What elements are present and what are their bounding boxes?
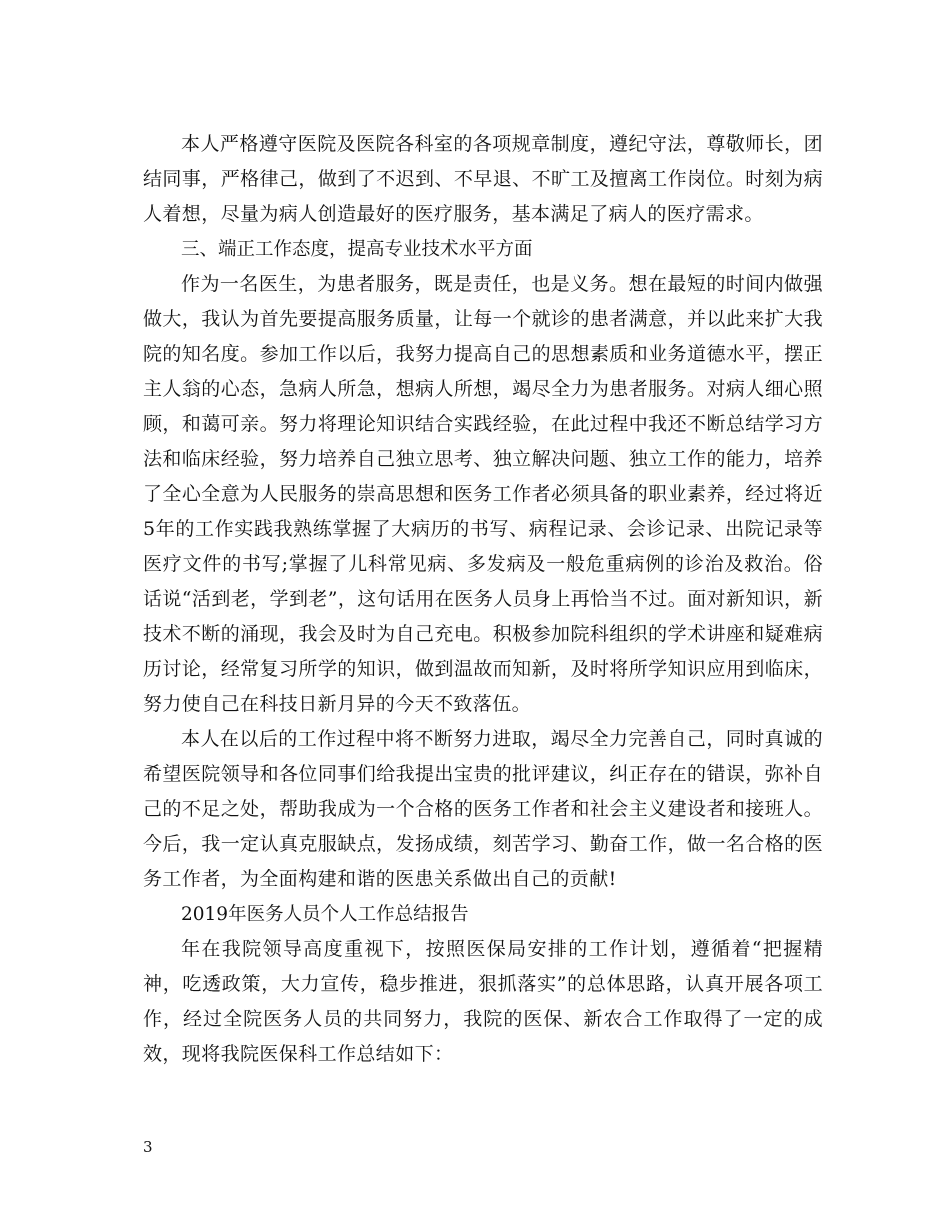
paragraph-medical-insurance-intro: 年在我院领导高度重视下，按照医保局安排的工作计划，遵循着“把握精神，吃透政策，大力宣传，稳步推进，狠抓落实”的总体思路，认真开展各项工作，经过全院医务人员的共同努力，我院的医保、新农合工作取得了一定的成效，现将我院医保科工作总结如下： [143,938,823,1065]
paragraph-discipline: 本人严格遵守医院及医院各科室的各项规章制度，遵纪守法，尊敬师长，团结同事，严格律己，做到了不迟到、不早退、不旷工及擅离工作岗位。时刻为病人着想，尽量为病人创造最好的医疗服务，基本满足了病人的医疗需求。 [143,133,823,225]
section-heading: 三、端正工作态度，提高专业技术水平方面 [181,239,533,260]
paragraph-future-plans: 本人在以后的工作过程中将不断努力进取，竭尽全力完善自己，同时真诚的希望医院领导和各位同事们给我提出宝贵的批评建议，纠正存在的错误，弥补自己的不足之处，帮助我成为一个合格的医务工作者和社会主义建设者和接班人。今后，我一定认真克服缺点，发扬成绩，刻苦学习、勤奋工作，做一名合格的医务工作者，为全面构建和谐的医患关系做出自己的贡献! [143,728,823,890]
document-body [143,127,823,1072]
paragraph-professional-skills: 作为一名医生，为患者服务，既是责任，也是义务。想在最短的时间内做强做大，我认为首先要提高服务质量，让每一个就诊的患者满意，并以此来扩大我院的知名度。参加工作以后，我努力提高自己的思想素质和业务道德水平，摆正主人翁的心态，急病人所急，想病人所想，竭尽全力为患者服务。对病人细心照顾，和蔼可亲。努力将理论知识结合实践经验，在此过程中我还不断总结学习方法和临床经验，努力培养自己独立思考、独立解决问题、独立工作的能力，培养了全心全意为人民服务的崇高思想和医务工作者必须具备的职业素养，经过将近5年的工作实践我熟练掌握了大病历的书写、病程记录、会诊记录、出院记录等医疗文件的书写;掌握了儿科常见病、多发病及一般危重病例的诊治及救治。俗话说“活到老，学到老”，这句话用在医务人员身上再恰当不过。面对新知识，新技术不断的涌现，我会及时为自己充电。积极参加院科组织的学术讲座和疑难病历讨论，经常复习所学的知识，做到温故而知新，及时将所学知识应用到临床，努力使自己在科技日新月异的今天不致落伍。 [143,273,823,715]
page-number: 3 [143,1138,153,1156]
report-title: 2019年医务人员个人工作总结报告 [181,904,469,925]
